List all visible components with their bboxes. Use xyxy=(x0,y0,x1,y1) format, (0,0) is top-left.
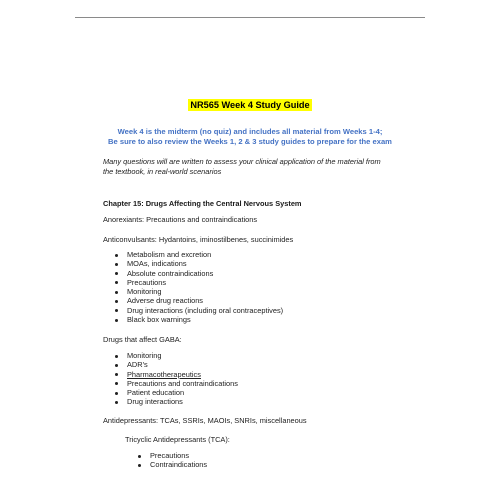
list-item: Drug interactions xyxy=(113,397,238,406)
subtitle-line-2: Be sure to also review the Weeks 1, 2 & 3 study guides to prepare for the exam xyxy=(108,137,392,146)
gaba-heading: Drugs that affect GABA: xyxy=(103,335,182,344)
list-item: Monitoring xyxy=(113,351,238,360)
subtitle-line-1: Week 4 is the midterm (no quiz) and includes all material from Weeks 1-4; xyxy=(117,127,383,136)
list-item: Adverse drug reactions xyxy=(113,296,283,305)
tca-heading: Tricyclic Antidepressants (TCA): xyxy=(125,435,230,444)
header-rule xyxy=(75,17,425,18)
list-item: Precautions xyxy=(136,451,207,460)
anticonvulsant-list xyxy=(113,250,283,324)
list-item: Precautions xyxy=(113,278,283,287)
list-item: Absolute contraindications xyxy=(113,269,283,278)
list-item: Contraindications xyxy=(136,460,207,469)
intro-line-2: the textbook, in real-world scenarios xyxy=(103,166,222,176)
document-title: NR565 Week 4 Study Guide xyxy=(190,100,310,110)
tca-list xyxy=(136,451,207,470)
list-item: Precautions and contraindications xyxy=(113,379,238,388)
list-item: MOAs, indications xyxy=(113,259,283,268)
list-item: Metabolism and excretion xyxy=(113,250,283,259)
list-item: ADR's xyxy=(113,360,238,369)
anorexiants-text: Anorexiants: Precautions and contraindications xyxy=(103,215,258,224)
anticonvulsants-text: Anticonvulsants: Hydantoins, iminostilbenes, succinimides xyxy=(103,235,294,244)
title-block xyxy=(0,95,500,113)
chapter-heading: Chapter 15: Drugs Affecting the Central Nervous System xyxy=(103,199,302,208)
subtitle-block xyxy=(0,127,500,147)
list-item: Drug interactions (including oral contraceptives) xyxy=(113,306,283,315)
intro-text xyxy=(103,157,403,176)
pharmacotherapeutics-link[interactable]: Pharmacotherapeutics xyxy=(113,370,238,379)
gaba-list xyxy=(113,351,238,407)
antidepressants-text: Antidepressants: TCAs, SSRIs, MAOIs, SNRIs, miscellaneous xyxy=(103,416,307,425)
list-item: Black box warnings xyxy=(113,315,283,324)
list-item: Monitoring xyxy=(113,287,283,296)
intro-line-1: Many questions will are written to assess your clinical application of the material from xyxy=(103,157,381,166)
list-item: Patient education xyxy=(113,388,238,397)
